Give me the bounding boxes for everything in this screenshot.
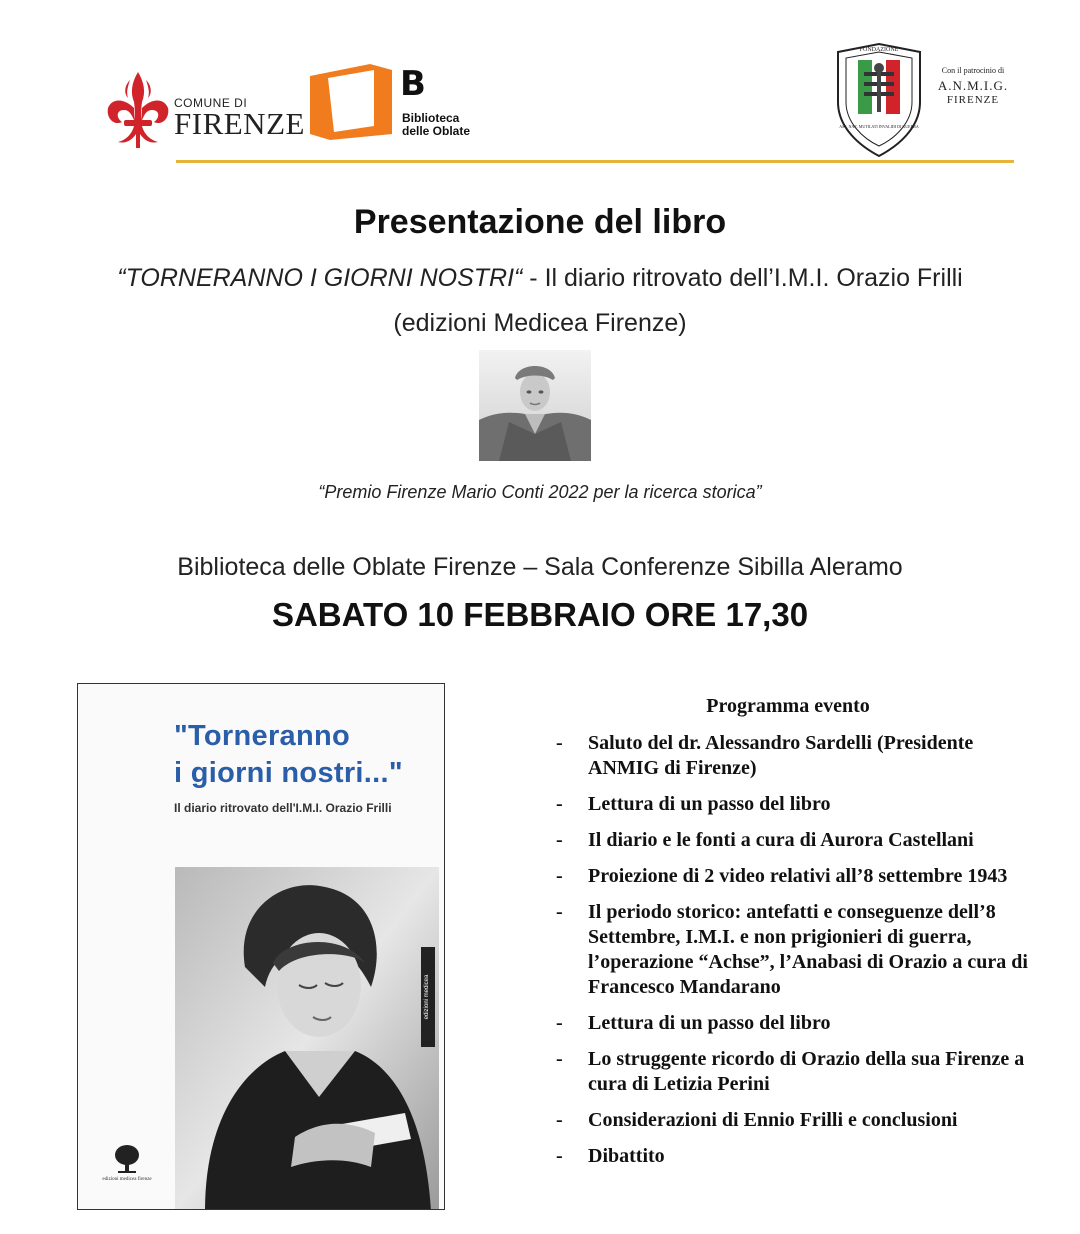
anmig-seal-ring-text: ASS. NAZ. MUTILATI INVALIDI DI GUERRA	[839, 124, 919, 129]
anmig-logo	[836, 42, 1016, 158]
program-item: - Lettura di un passo del libro	[556, 1012, 831, 1034]
event-datetime: SABATO 10 FEBBRAIO ORE 17,30	[271, 596, 809, 633]
page-title: Presentazione del libro	[353, 203, 727, 241]
publisher-line: (edizioni Medicea Firenze)	[393, 309, 687, 337]
oblate-letter-b: B	[400, 64, 426, 104]
oblate-name	[402, 112, 482, 138]
firenze-small-text: COMUNE DI	[174, 96, 248, 110]
comune-di-firenze-logo	[104, 66, 305, 158]
book-title-italic: “TORNERANNO I GIORNI NOSTRI“	[117, 264, 523, 292]
program-item: - Considerazioni di Ennio Frilli e conclusioni	[556, 1109, 958, 1131]
publisher-tree-icon	[114, 1144, 140, 1174]
anmig-caption-name: A.N.M.I.G.	[937, 78, 1009, 93]
program-item: - Lo struggente ricordo di Orazio della sua Firenze a cura di Letizia Perini	[556, 1048, 1025, 1095]
anmig-shield-icon	[836, 42, 922, 158]
oblate-name-line-1: Biblioteca	[402, 111, 460, 125]
venue-line: Biblioteca delle Oblate Firenze – Sala Conferenze Sibilla Aleramo	[177, 553, 903, 581]
firenze-big-text: FIRENZE	[174, 106, 305, 141]
program-item: - Dibattito	[556, 1145, 665, 1167]
cover-spine-label: edizioni medicea	[424, 974, 430, 1020]
anmig-seal-top-text: FONDAZIONE	[859, 47, 899, 53]
header-divider	[176, 160, 1014, 163]
program-item: - Il diario e le fonti a cura di Aurora Castellani	[556, 829, 974, 851]
award-line: “Premio Firenze Mario Conti 2022 per la ricerca storica”	[318, 482, 762, 502]
cover-subtitle: Il diario ritrovato dell'I.M.I. Orazio Frilli	[174, 801, 392, 815]
cover-photo-woman	[175, 867, 439, 1210]
program-item: - Lettura di un passo del libro	[556, 793, 831, 815]
anmig-caption-small: Con il patrocinio di	[941, 66, 1005, 75]
anmig-caption-city: FIRENZE	[946, 94, 1000, 106]
cover-publisher: edizioni medicea firenze	[102, 1177, 152, 1182]
book-subtitle	[0, 264, 1080, 293]
oblate-name-line-2: delle Oblate	[402, 124, 471, 138]
cover-title-line-2: i giorni nostri..."	[174, 757, 403, 789]
program-item: - Il periodo storico: antefatti e conseguenze dell’8 Settembre, I.M.I. e non prigionieri di guerra, l’operazione “Achse”, l’Anabasi di Orazio a cura di Francesco Mandarano	[556, 901, 1028, 998]
program-item: - Saluto del dr. Alessandro Sardelli (Presidente ANMIG di Firenze)	[556, 732, 974, 779]
oblate-book-icon	[308, 64, 398, 144]
soldier-portrait-photo	[479, 350, 591, 461]
cover-title-line-1: "Torneranno	[174, 720, 351, 752]
program-heading: Programma evento	[706, 695, 870, 717]
book-subtitle-rest: - Il diario ritrovato dell’I.M.I. Orazio Frilli	[522, 264, 963, 292]
fleur-de-lis-icon	[104, 68, 172, 156]
program-item: - Proiezione di 2 video relativi all’8 settembre 1943	[556, 865, 1008, 887]
biblioteca-oblate-logo	[308, 64, 478, 144]
program-list	[556, 731, 1046, 1180]
book-cover-image	[77, 683, 445, 1210]
